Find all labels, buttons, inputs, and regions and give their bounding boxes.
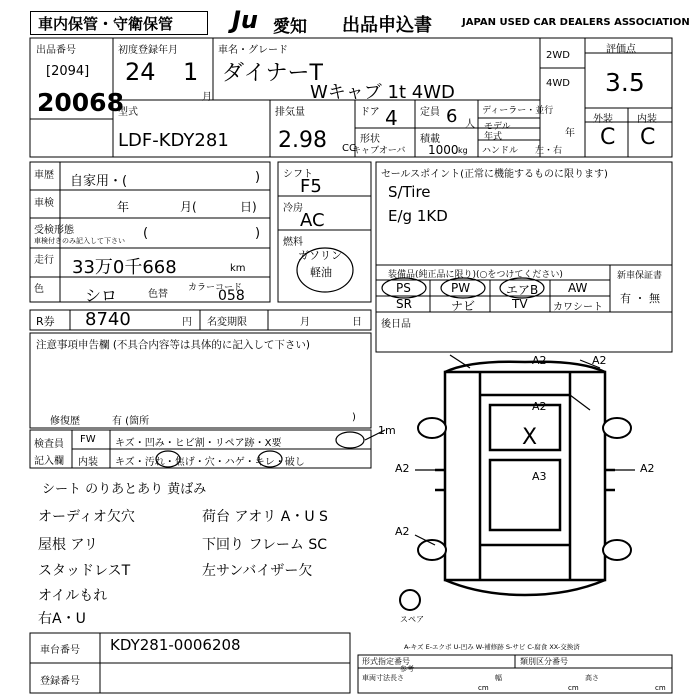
damage-label-a2-hood: A2 bbox=[532, 400, 547, 413]
remark-2: オーディオ欠穴 bbox=[38, 509, 135, 525]
repair-value: 有 (箇所 bbox=[112, 416, 150, 427]
score: 3.5 bbox=[605, 68, 645, 97]
storage-label: 車内保管・守衛保管 bbox=[38, 15, 174, 33]
person-unit: 人 bbox=[465, 119, 475, 130]
chassis-label: 車台番号 bbox=[40, 645, 80, 656]
name-change-label: 名変期限 bbox=[207, 317, 247, 328]
notes-label: 注意事項申告欄 (不具合内容等は具体的に記入して下さい) bbox=[36, 339, 311, 351]
chassis-number: KDY281-0006208 bbox=[110, 636, 241, 654]
color-change-label: 色替 bbox=[148, 289, 168, 300]
inspect-label: 車検 bbox=[34, 198, 54, 209]
shift: F5 bbox=[300, 176, 322, 197]
width-label: 幅 bbox=[495, 674, 502, 682]
model-label: 車名・グレード bbox=[218, 45, 288, 56]
lot-label: 出品番号 bbox=[36, 45, 76, 56]
handle-options: 左・右 bbox=[535, 146, 563, 156]
type-value: LDF-KDY281 bbox=[118, 130, 229, 151]
form-number-label: 形式指定番号 bbox=[362, 657, 410, 666]
grade: Wキャブ 1t 4WD bbox=[310, 82, 455, 103]
mileage: 33万0千668 bbox=[72, 257, 177, 278]
displacement: 2.98 bbox=[278, 128, 327, 153]
score-label: 評価点 bbox=[606, 44, 636, 55]
rear-label: 後日品 bbox=[381, 319, 411, 330]
dealer-label: ディーラー・並行 bbox=[482, 106, 554, 116]
recv-label: 受検形態 bbox=[34, 225, 74, 236]
entry-label: 記入欄 bbox=[34, 456, 64, 467]
repair-close: ) bbox=[352, 412, 356, 423]
int-grade: C bbox=[640, 125, 656, 150]
remark-6: スタッドレスT bbox=[38, 563, 131, 579]
color-code: 058 bbox=[218, 288, 245, 304]
equip-seat: カワシート bbox=[553, 302, 603, 313]
capacity-label: 定員 bbox=[420, 107, 440, 118]
sales-point-2: E/g 1KD bbox=[388, 207, 448, 225]
km-unit: km bbox=[230, 263, 246, 274]
type-label: 型式 bbox=[118, 107, 138, 118]
damage-label-a3-bed: A3 bbox=[532, 470, 547, 483]
warranty-options: 有 ・ 無 bbox=[620, 292, 660, 305]
name-change-day: 日 bbox=[352, 317, 362, 328]
remark-7: 左サンバイザー欠 bbox=[202, 563, 313, 579]
remark-9: 右A・U bbox=[38, 611, 86, 627]
recycle-value: 8740 bbox=[85, 309, 131, 330]
cm-unit-3: cm bbox=[655, 684, 666, 692]
kg-unit: kg bbox=[458, 146, 468, 155]
year-unit: 年 bbox=[565, 128, 575, 139]
damage-label-a2-rear-left: A2 bbox=[395, 525, 410, 538]
lot-number: 20068 bbox=[37, 88, 124, 117]
ext-grade: C bbox=[600, 125, 616, 150]
doors: 4 bbox=[385, 106, 398, 130]
reg-year: 24 bbox=[125, 58, 156, 86]
equip-label: 装備品(純正品に限り)(○をつけてください) bbox=[388, 270, 563, 280]
load-label: 積載 bbox=[420, 134, 440, 145]
ref-label-1: 参考 bbox=[400, 665, 414, 673]
sales-label: セールスポイント(正常に機能するものに限ります) bbox=[381, 169, 608, 180]
color: シロ bbox=[85, 286, 118, 305]
model-year-label2: 年式 bbox=[484, 132, 503, 142]
damage-label-a2-front-right: A2 bbox=[592, 354, 607, 367]
inspect-month: 月( bbox=[180, 200, 197, 214]
mileage-label: 走行 bbox=[34, 255, 54, 266]
damage-legend: A-キズ E-エクボ U-凹み W-補修跡 S-サビ C-腐食 XX-交換済 bbox=[404, 643, 580, 651]
model-year-label1: モデル bbox=[484, 122, 511, 132]
fuel-gas: ガソリン bbox=[298, 249, 342, 262]
remark-8: オイルもれ bbox=[38, 588, 108, 604]
displacement-label: 排気量 bbox=[275, 107, 305, 118]
drive-2wd: 2WD bbox=[546, 50, 570, 61]
form-title: 出品申込書 bbox=[342, 15, 432, 36]
replace-mark: X bbox=[522, 425, 538, 450]
height-label: 高さ bbox=[585, 674, 599, 682]
int-items-label: 内装 bbox=[78, 457, 98, 468]
recv-note: 車検付きのみ記入して下さい bbox=[34, 237, 125, 245]
damage-label-a2-front-left: A2 bbox=[532, 354, 547, 367]
inspect-year: 年 bbox=[117, 200, 130, 214]
car-diagram bbox=[435, 362, 615, 595]
month-unit: 月 bbox=[202, 92, 212, 103]
new-warranty-label: 新車保証書 bbox=[617, 271, 663, 281]
shift-label: シフト bbox=[283, 169, 313, 180]
remark-5: 下回り フレーム SC bbox=[202, 537, 328, 553]
category-number-label: 類別区分番号 bbox=[520, 657, 568, 666]
int-label: 内装 bbox=[637, 114, 657, 125]
remark-3: 荷台 アオリ A・U S bbox=[202, 509, 328, 525]
fw-items: キズ・凹み・ヒビ割・リペア跡・X要 bbox=[115, 438, 282, 449]
doors-label: ドア bbox=[360, 107, 380, 118]
damage-label-1m: 1m bbox=[378, 424, 396, 437]
logo: Ju bbox=[232, 6, 259, 34]
equip-navi: ナビ bbox=[451, 299, 476, 313]
name-change-month: 月 bbox=[300, 317, 310, 328]
yen-unit: 円 bbox=[182, 317, 192, 328]
form-subtitle: JAPAN USED CAR DEALERS ASSOCIATION bbox=[462, 17, 690, 28]
fuel-label: 燃料 bbox=[283, 237, 303, 248]
cc-unit: CC bbox=[342, 143, 356, 154]
reg-month: 1 bbox=[183, 58, 199, 86]
equip-tv: TV bbox=[512, 297, 528, 311]
fuel-diesel: 軽油 bbox=[310, 266, 332, 279]
remark-1: シート のりあとあり 黄ばみ bbox=[42, 482, 207, 497]
load: 1000 bbox=[428, 143, 459, 157]
remark-4: 屋根 アリ bbox=[38, 537, 98, 553]
reg-label: 初度登録年月 bbox=[118, 45, 178, 56]
recycle-label: R券 bbox=[36, 315, 55, 328]
equip-aw: AW bbox=[568, 281, 588, 295]
equip-sr: SR bbox=[396, 297, 412, 311]
handle-label: ハンドル bbox=[482, 146, 519, 156]
damage-label-a2-left: A2 bbox=[395, 462, 410, 475]
cm-unit-2: cm bbox=[568, 684, 579, 692]
damage-label-a2-right: A2 bbox=[640, 462, 655, 475]
history-value: 自家用・( bbox=[70, 174, 128, 189]
history-label: 車歴 bbox=[34, 170, 54, 181]
fw-label: FW bbox=[80, 434, 96, 445]
ac: AC bbox=[300, 210, 325, 231]
regnum-label: 登録番号 bbox=[40, 676, 80, 687]
cm-unit-1: cm bbox=[478, 684, 489, 692]
capacity: 6 bbox=[446, 106, 458, 127]
lot-bracket: [2094] bbox=[46, 64, 90, 79]
model-name: ダイナーT bbox=[222, 61, 323, 86]
shape: キャブオーバ bbox=[352, 146, 406, 156]
spare-label: スペア bbox=[400, 615, 424, 624]
repair-label: 修復歴 bbox=[50, 416, 80, 427]
sales-point-1: S/Tire bbox=[388, 183, 431, 201]
int-items: キズ・汚れ・焦げ・穴・ハゲ・キレ・破し bbox=[115, 457, 305, 468]
inspector-label: 検査員 bbox=[34, 439, 64, 450]
color-code-label: カラーコード bbox=[188, 283, 243, 293]
drive-4wd: 4WD bbox=[546, 78, 570, 89]
history-close: ) bbox=[255, 170, 261, 185]
equip-ps: PS bbox=[396, 281, 411, 295]
ac-label: 冷房 bbox=[283, 203, 303, 214]
org-name: 愛知 bbox=[273, 17, 307, 37]
shape-label: 形状 bbox=[360, 134, 380, 145]
length-label: 車両寸法長さ bbox=[362, 674, 404, 682]
equip-pw: PW bbox=[451, 281, 471, 295]
color-label: 色 bbox=[34, 284, 44, 295]
ext-label: 外装 bbox=[593, 114, 613, 125]
equip-airbag: エアB bbox=[506, 283, 539, 297]
inspect-day: 日) bbox=[240, 200, 257, 214]
recv-open: ( bbox=[143, 226, 149, 241]
recv-close: ) bbox=[255, 226, 261, 241]
